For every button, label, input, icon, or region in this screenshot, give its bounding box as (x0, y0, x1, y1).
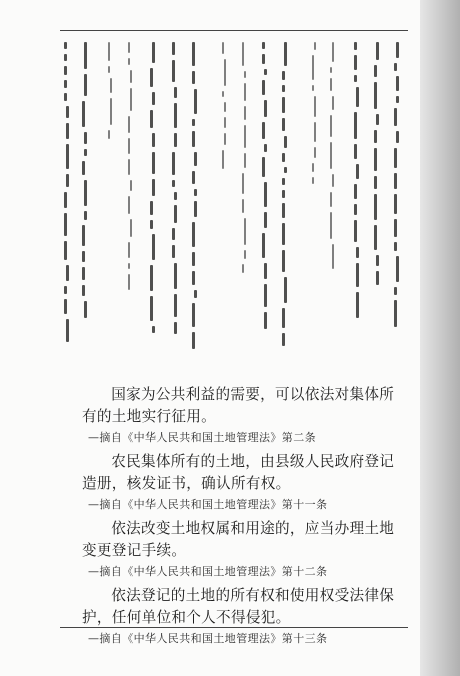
mongolian-word (374, 176, 377, 189)
mongolian-word (356, 164, 359, 179)
mongolian-word (284, 42, 287, 66)
mongolian-word (192, 171, 195, 184)
mongolian-word (244, 218, 246, 245)
mongolian-column (330, 42, 334, 360)
mongolian-word (396, 131, 399, 143)
mongolian-word (354, 144, 357, 159)
mongolian-word (152, 326, 155, 333)
mongolian-word (174, 205, 177, 223)
mongolian-word (108, 130, 110, 139)
article-2-text: 国家为公共利益的需要，可以依法对集体所有的土地实行征用。 (82, 386, 395, 425)
mongolian-word (64, 42, 67, 49)
mongolian-word (396, 42, 399, 58)
mongolian-word (242, 42, 244, 66)
mongolian-word (356, 247, 359, 258)
mongolian-word (284, 167, 287, 173)
mongolian-word (66, 319, 69, 342)
mongolian-word (128, 42, 130, 53)
mongolian-word (244, 125, 246, 148)
mongolian-word (194, 201, 197, 217)
mongolian-word (282, 153, 285, 162)
mongolian-word (192, 303, 195, 327)
mongolian-word (128, 58, 130, 65)
mongolian-word (150, 68, 153, 87)
mongolian-word (376, 271, 379, 285)
mongolian-word (64, 93, 67, 101)
mongolian-column (108, 42, 112, 360)
mongolian-word (396, 96, 399, 103)
mongolian-word (150, 201, 153, 215)
mongolian-word (282, 203, 285, 218)
mongolian-word (64, 241, 67, 260)
mongolian-word (174, 322, 177, 334)
mongolian-word (128, 274, 130, 290)
mongolian-word (130, 219, 132, 237)
mongolian-word (82, 285, 85, 296)
mongolian-word (314, 147, 316, 158)
mongolian-word (192, 131, 195, 147)
mongolian-word (152, 152, 155, 174)
mongolian-word (282, 85, 285, 92)
mongolian-word (284, 277, 287, 303)
mongolian-word (312, 55, 314, 80)
mongolian-column (150, 42, 155, 360)
mongolian-word (192, 42, 195, 66)
mongolian-word (262, 122, 265, 139)
mongolian-column (172, 42, 177, 360)
mongolian-word (82, 101, 85, 127)
mongolian-word (354, 204, 357, 215)
mongolian-word (194, 152, 197, 166)
page-edge-shadow (420, 0, 460, 676)
mongolian-word (192, 71, 195, 84)
mongolian-word (84, 301, 87, 318)
mongolian-word (222, 91, 224, 97)
mongolian-column (242, 42, 246, 360)
mongolian-word (394, 300, 397, 327)
mongolian-column (354, 42, 359, 360)
mongolian-word (262, 54, 265, 64)
mongolian-word (356, 87, 359, 107)
mongolian-word (194, 290, 197, 298)
mongolian-word (354, 75, 357, 82)
mongolian-word (242, 199, 244, 213)
mongolian-word (376, 42, 379, 60)
mongolian-word (394, 173, 397, 189)
article-12-source: —摘自《中华人民共和国土地管理法》第十二条 (88, 565, 328, 578)
mongolian-word (330, 212, 332, 239)
mongolian-word (150, 110, 153, 128)
mongolian-word (174, 263, 177, 289)
mongolian-word (194, 89, 197, 114)
mongolian-word (314, 42, 316, 50)
mongolian-word (152, 133, 155, 147)
mongolian-word (128, 242, 130, 258)
mongolian-word (356, 263, 359, 287)
mongolian-word (128, 196, 130, 214)
mongolian-column (222, 42, 226, 360)
mongolian-word (174, 294, 177, 317)
mongolian-word (332, 244, 334, 269)
mongolian-word (224, 102, 226, 112)
article-13-text: 依法登记的土地的所有权和使用权受法律保护，任何单位和个人不得侵犯。 (82, 587, 395, 626)
mongolian-word (192, 222, 195, 247)
mongolian-word (130, 180, 132, 191)
mongolian-word (130, 70, 132, 83)
mongolian-word (84, 149, 87, 156)
mongolian-word (82, 267, 85, 280)
mongolian-word (152, 42, 155, 63)
mongolian-word (128, 159, 130, 175)
mongolian-word (282, 190, 285, 198)
mongolian-word (174, 192, 177, 200)
mongolian-word (330, 78, 332, 91)
mongolian-word (84, 132, 87, 144)
mongolian-word (244, 153, 246, 168)
mongolian-word (150, 265, 153, 291)
mongolian-word (374, 82, 377, 109)
mongolian-word (222, 150, 224, 169)
mongolian-word (244, 71, 246, 78)
mongolian-column (128, 42, 132, 360)
mongolian-column (312, 42, 316, 360)
mongolian-word (354, 220, 357, 242)
mongolian-word (110, 98, 112, 125)
mongolian-word (354, 184, 357, 199)
mongolian-column (82, 42, 87, 360)
mongolian-word (396, 256, 399, 282)
mongolian-word (64, 286, 67, 294)
mongolian-word (394, 219, 397, 237)
mongolian-column (374, 42, 379, 360)
mongolian-word (66, 265, 69, 281)
mongolian-word (66, 144, 69, 169)
mongolian-word (192, 271, 195, 285)
chinese-text-block (82, 384, 402, 652)
mongolian-word (64, 213, 67, 236)
mongolian-word (150, 220, 153, 229)
mongolian-word (66, 123, 69, 139)
mongolian-word (108, 66, 110, 73)
mongolian-word (244, 250, 246, 259)
mongolian-word (174, 103, 177, 128)
mongolian-word (64, 192, 67, 208)
mongolian-word (284, 136, 287, 148)
mongolian-word (110, 78, 112, 93)
mongolian-word (224, 59, 226, 86)
mongolian-word (172, 152, 175, 175)
mongolian-word (394, 287, 397, 295)
mongolian-word (332, 42, 334, 62)
mongolian-word (264, 100, 267, 117)
mongolian-word (244, 83, 246, 101)
mongolian-word (82, 225, 85, 246)
mongolian-word (332, 174, 334, 187)
article-13-source: —摘自《中华人民共和国土地管理法》第十三条 (88, 632, 328, 645)
mongolian-word (374, 65, 377, 77)
mongolian-word (172, 245, 175, 258)
mongolian-word (374, 130, 377, 143)
mongolian-word (192, 252, 195, 266)
mongolian-word (64, 80, 67, 88)
mongolian-word (282, 178, 285, 185)
mongolian-word (128, 263, 130, 269)
mongolian-word (84, 74, 87, 96)
article-2-source: —摘自《中华人民共和国土地管理法》第二条 (88, 431, 316, 444)
mongolian-word (394, 242, 397, 251)
mongolian-word (264, 263, 267, 279)
mongolian-word (314, 122, 316, 142)
mongolian-column (192, 42, 197, 360)
mongolian-column (394, 42, 399, 360)
mongolian-word (64, 66, 67, 75)
mongolian-word (264, 69, 267, 75)
mongolian-word (264, 144, 267, 152)
mongolian-word (192, 119, 195, 126)
mongolian-word (376, 255, 379, 266)
mongolian-word (282, 223, 285, 245)
mongolian-column (64, 42, 69, 360)
mongolian-word (172, 228, 175, 240)
mongolian-word (84, 211, 87, 220)
mongolian-word (84, 42, 87, 69)
mongolian-word (152, 234, 155, 260)
mongolian-word (64, 54, 67, 61)
mongolian-word (150, 296, 153, 321)
mongolian-word (128, 116, 130, 133)
mongolian-word (152, 92, 155, 105)
mongolian-word (242, 173, 244, 194)
mongolian-word (130, 88, 132, 111)
mongolian-word (66, 106, 69, 118)
mongolian-word (394, 148, 397, 168)
mongolian-word (172, 180, 175, 187)
mongolian-word (262, 80, 265, 95)
mongolian-word (264, 182, 267, 207)
article-12-text: 依法改变土地权属和用途的，应当办理土地变更登记手续。 (82, 520, 395, 559)
mongolian-word (224, 117, 226, 128)
mongolian-word (282, 71, 285, 80)
mongolian-word (374, 194, 377, 220)
mongolian-word (282, 250, 285, 272)
mongolian-word (394, 63, 397, 71)
mongolian-word (242, 264, 244, 273)
mongolian-word (282, 308, 285, 328)
mongolian-word (356, 292, 359, 318)
mongolian-word (394, 194, 397, 214)
mongolian-word (330, 67, 332, 73)
article-11-source: —摘自《中华人民共和国土地管理法》第十一条 (88, 498, 328, 511)
mongolian-word (312, 85, 314, 91)
mongolian-word (354, 42, 357, 50)
mongolian-word (262, 157, 265, 177)
article-11-text: 农民集体所有的土地，由县级人民政府登记造册，核发证书，确认所有权。 (82, 453, 395, 492)
mongolian-word (66, 174, 69, 187)
mongolian-word (394, 108, 397, 126)
mongolian-word (282, 333, 285, 346)
mongolian-column (282, 42, 287, 360)
mongolian-word (374, 148, 377, 171)
mongolian-column (262, 42, 267, 360)
mongolian-word (376, 114, 379, 125)
mongolian-word (194, 189, 197, 196)
mongolian-word (82, 251, 85, 262)
mongolian-word (174, 87, 177, 98)
mongolian-word (330, 192, 332, 207)
mongolian-word (264, 212, 267, 228)
mongolian-word (354, 55, 357, 70)
mongolian-word (84, 180, 87, 206)
mongolian-word (282, 118, 285, 131)
mongolian-word (264, 284, 267, 307)
mongolian-word (264, 312, 267, 329)
mongolian-word (108, 42, 110, 61)
mongolian-word (330, 115, 332, 137)
mongolian-word (354, 112, 357, 139)
mongolian-word (262, 233, 265, 258)
mongolian-word (244, 106, 246, 120)
mongolian-word (396, 76, 399, 91)
mongolian-text-block (62, 42, 406, 364)
mongolian-word (312, 163, 314, 172)
mongolian-word (262, 42, 265, 49)
mongolian-word (374, 225, 377, 250)
mongolian-word (282, 97, 285, 113)
mongolian-word (64, 299, 67, 314)
mongolian-word (172, 60, 175, 82)
mongolian-word (332, 96, 334, 110)
mongolian-word (128, 138, 130, 154)
mongolian-word (172, 42, 175, 55)
mongolian-word (312, 177, 314, 184)
mongolian-word (224, 133, 226, 145)
mongolian-word (314, 96, 316, 117)
mongolian-word (152, 179, 155, 196)
mongolian-word (174, 133, 177, 147)
mongolian-word (222, 42, 224, 54)
mongolian-word (192, 332, 195, 349)
mongolian-word (82, 161, 85, 175)
mongolian-word (330, 142, 332, 169)
